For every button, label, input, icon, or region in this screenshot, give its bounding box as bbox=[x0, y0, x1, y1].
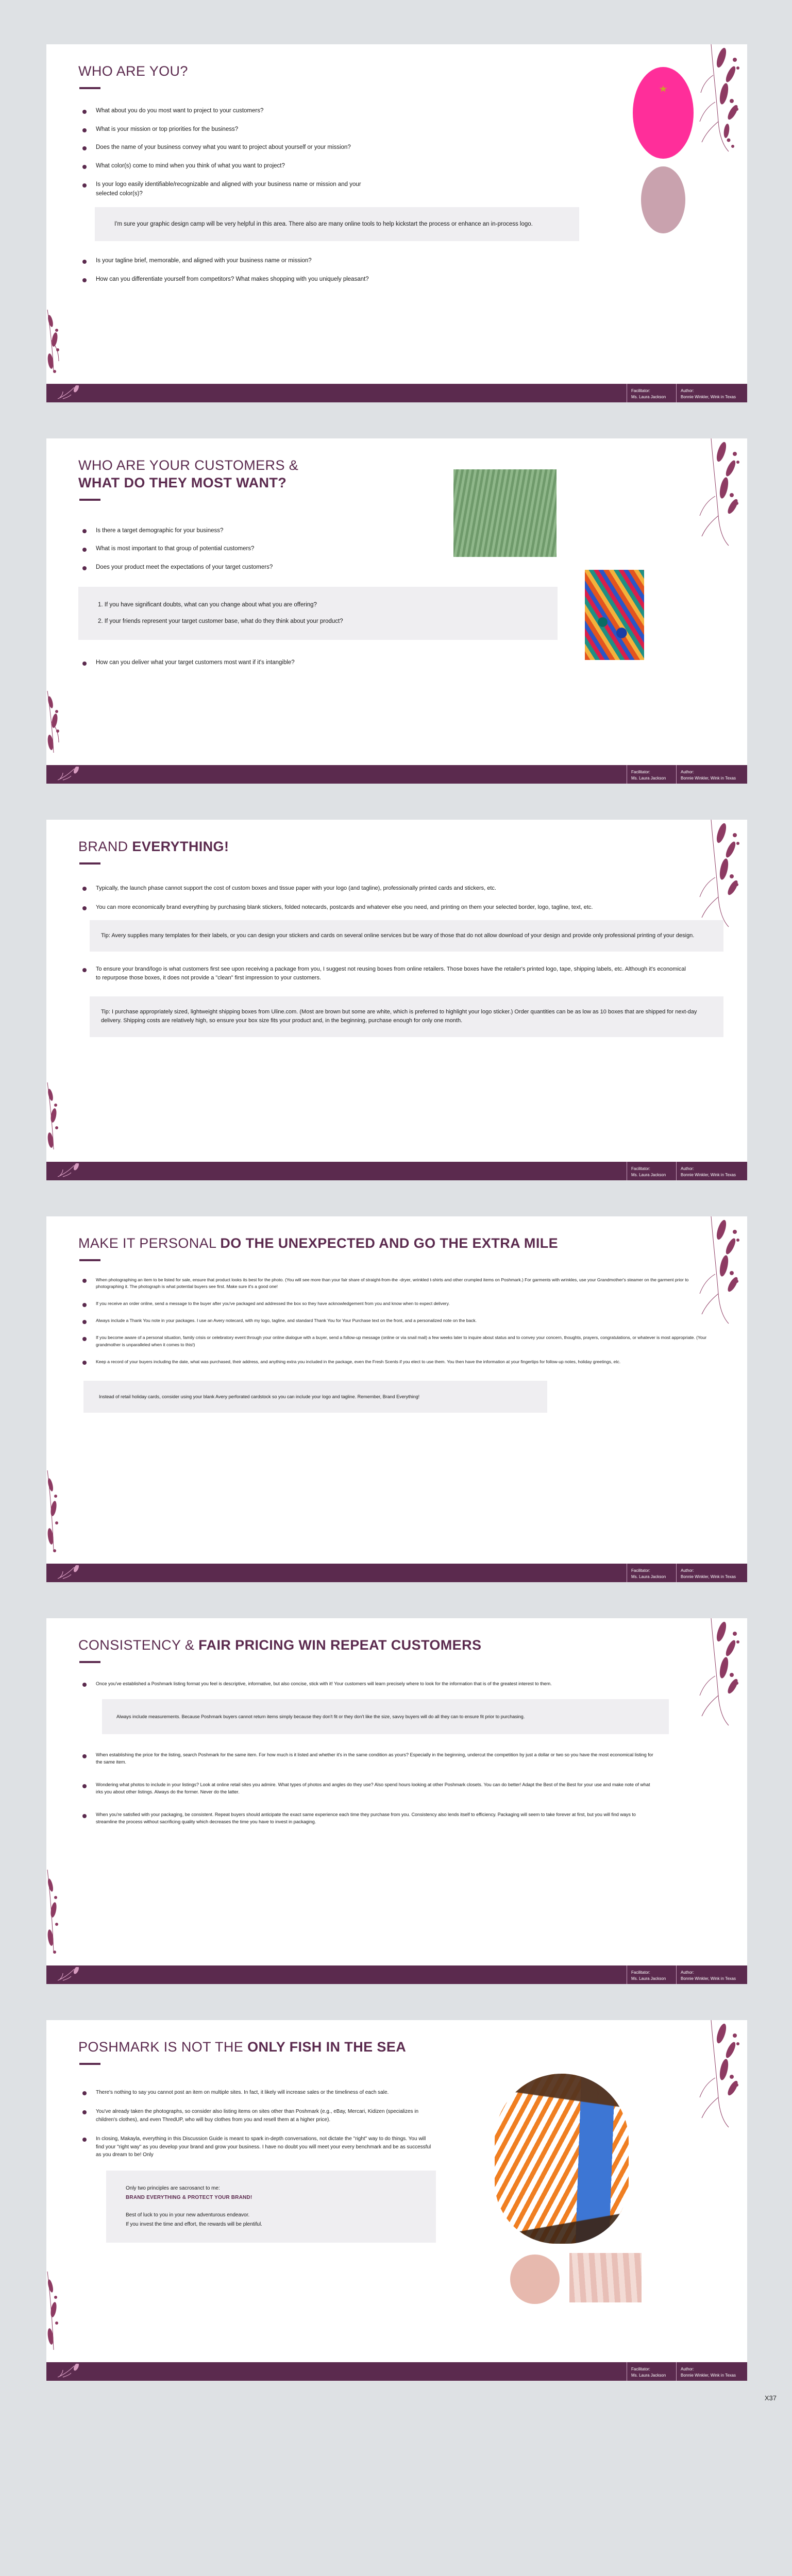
list-item: Is your logo easily identifiable/recognizable and aligned with your business name or mission and your selected color(s)? bbox=[78, 180, 367, 199]
slide-2-wrapper bbox=[0, 438, 792, 784]
slide-4-body bbox=[46, 1261, 747, 1413]
slide-consistency-fair-pricing bbox=[46, 1618, 747, 1984]
bullet-list bbox=[78, 527, 439, 572]
floral-branch-bottom-icon bbox=[46, 1870, 74, 1962]
list-item: Wondering what photos to include in your listings? Look at online retail sites you admire. What types of photos and angles do they use? Also spend hours looking at other Poshmark closets. You can do better! Adapt the Best of the Best for your use and make note of what irks you about other listings. Always do the former. Never do the latter. bbox=[78, 1782, 655, 1796]
callout-box-tip-2: Tip: I purchase appropriately sized, lightweight shipping boxes from Uline.com. (Most are brown but some are white, which is preferred to highlight your logo sticker.) Order quantities can be as low as 10 boxes that are shipped for next-day delivery. Shipping costs are relatively high, so ensure your box size fits your product and, in the beginning, purchase enough for only one month. bbox=[90, 996, 723, 1037]
footer-leaf-icon bbox=[56, 1967, 92, 1982]
bullet-list bbox=[78, 884, 635, 912]
list-item: What is your mission or top priorities for the business? bbox=[78, 125, 527, 134]
footer-facilitator: Facilitator: Ms. Laura Jackson bbox=[627, 2362, 676, 2381]
slide-footer bbox=[46, 2362, 747, 2381]
floral-branch-bottom-icon bbox=[46, 2272, 74, 2359]
slide-gap bbox=[0, 1582, 792, 1618]
floral-branch-bottom-icon bbox=[46, 1082, 74, 1160]
floral-branch-bottom-icon bbox=[46, 1470, 74, 1561]
list-item: There's nothing to say you cannot post an item on multiple sites. In fact, it likely will increase sales or the timeliness of each sale. bbox=[78, 2089, 434, 2097]
slide-2-body bbox=[46, 501, 747, 668]
list-item: How can you differentiate yourself from competitors? What makes shopping with you uniquely pleasant? bbox=[78, 275, 542, 284]
callout-box: I'm sure your graphic design camp will be very helpful in this area. There also are many online tools to help kickstart the process or enhance an in-process logo. bbox=[95, 207, 579, 241]
list-item: Is there a target demographic for your business? bbox=[78, 527, 439, 536]
list-item: What color(s) come to mind when you think of what you want to project? bbox=[78, 162, 527, 171]
bullet-list bbox=[78, 107, 527, 199]
slide-gap bbox=[0, 784, 792, 820]
list-item: Is your tagline brief, memorable, and aligned with your business name or mission? bbox=[78, 257, 542, 266]
footer-author: Author: Bonnie Winkler, Wink in Texas bbox=[676, 1564, 742, 1582]
closing-line-1: Best of luck to you in your new adventurous endeavor. bbox=[126, 2212, 250, 2218]
pink-garment-image-1 bbox=[510, 2255, 560, 2304]
page-title: WHO ARE YOUR CUSTOMERS & WHAT DO THEY MOST WANT? bbox=[78, 457, 299, 490]
numbered-list bbox=[98, 600, 538, 626]
list-item: What about you do you most want to project to your customers? bbox=[78, 107, 527, 116]
list-item: You've already taken the photographs, so consider also listing items on sites other than Poshmark (e.g., eBay, Mercari, Kidizen (specializes in children's clothes), and even ThredUP, who will buy clothes from you and resell them at a higher price). bbox=[78, 2108, 434, 2124]
pink-garment-image-2 bbox=[569, 2253, 642, 2302]
page-title: BRAND EVERYTHING! bbox=[78, 839, 229, 854]
footer-author: Author: Bonnie Winkler, Wink in Texas bbox=[676, 765, 742, 784]
footer-author: Author: Bonnie Winkler, Wink in Texas bbox=[676, 1965, 742, 1984]
footer-leaf-icon bbox=[56, 1163, 92, 1179]
principles-intro: Only two principles are sacrosanct to me: bbox=[126, 2185, 220, 2191]
footer-facilitator: Facilitator: Ms. Laura Jackson bbox=[627, 765, 676, 784]
footer-author: Author: Bonnie Winkler, Wink in Texas bbox=[676, 1162, 742, 1180]
page-title: POSHMARK IS NOT THE ONLY FISH IN THE SEA bbox=[78, 2039, 407, 2055]
list-item: Does your product meet the expectations of your target customers? bbox=[78, 563, 439, 572]
slide-2-title-block bbox=[46, 438, 747, 501]
slide-6-wrapper bbox=[0, 2020, 792, 2381]
callout-box: Always include measurements. Because Poshmark buyers cannot return items simply because they don't fit or they don't like the size, savvy buyers will do all they can to ensure fit prior to purchasing. bbox=[102, 1699, 669, 1735]
deck-bottom-spacer bbox=[0, 2381, 792, 2412]
slide-gap bbox=[0, 1984, 792, 2020]
slide-who-are-your-customers bbox=[46, 438, 747, 784]
page-corner-tag: X37 bbox=[764, 2394, 777, 2402]
bullet-list-mid bbox=[78, 965, 686, 982]
list-item: Typically, the launch phase cannot support the cost of custom boxes and tissue paper with your logo (and tagline), professionally printed cards and stickers, etc. bbox=[78, 884, 635, 893]
list-item: When you're satisfied with your packaging, be consistent. Repeat buyers should anticipate the exact same experience each time they purchase from you. Consistency also lends itself to efficiency. Packaging will seem to take forever at first, but you will find ways to streamline the process without sacrificing quality which decreases the time you have to invest in packaging. bbox=[78, 1811, 655, 1826]
list-item: 2. If your friends represent your target customer base, what do they think about your product? bbox=[98, 618, 343, 625]
callout-box bbox=[78, 587, 558, 640]
slide-1-wrapper bbox=[0, 44, 792, 402]
bullet-list-after bbox=[78, 1752, 655, 1826]
list-item: In closing, Makayla, everything in this Discussion Guide is meant to spark in-depth conversations, not dictate the "right" way to do things. You will find your "right way" as you develop your brand and grow your business. I have no doubt you will meet your every benchmark and be as successful as you dream to be! Only bbox=[78, 2135, 434, 2159]
slide-1-body bbox=[46, 89, 747, 284]
slide-5-body bbox=[46, 1663, 747, 1826]
floral-branch-bottom-icon bbox=[46, 691, 74, 763]
list-item: 1. If you have significant doubts, what can you change about what you are offering? bbox=[98, 601, 317, 608]
slide-6-body bbox=[46, 2065, 747, 2243]
deck-top-spacer bbox=[0, 0, 792, 44]
bullet-list-after bbox=[78, 257, 542, 284]
slide-4-wrapper bbox=[0, 1216, 792, 1582]
list-item: Does the name of your business convey what you want to project about yourself or your mission? bbox=[78, 143, 527, 152]
list-item: To ensure your brand/logo is what customers first see upon receiving a package from you, I suggest not reusing boxes from online retailers. Those boxes have the retailer's printed logo, tape, shipping labels, etc. Although it's economical to repurpose those boxes, it does not provide a "clean" first impression to your customers. bbox=[78, 965, 686, 982]
list-item: How can you deliver what your target customers most want if it's intangible? bbox=[78, 658, 542, 668]
slide-poshmark-not-only-fish bbox=[46, 2020, 747, 2381]
footer-facilitator: Facilitator: Ms. Laura Jackson bbox=[627, 1965, 676, 1984]
page-title: CONSISTENCY & FAIR PRICING WIN REPEAT CUSTOMERS bbox=[78, 1637, 482, 1653]
list-item: What is most important to that group of potential customers? bbox=[78, 545, 439, 554]
slide-gap bbox=[0, 402, 792, 438]
footer-author: Author: Bonnie Winkler, Wink in Texas bbox=[676, 384, 742, 402]
slide-brand-everything bbox=[46, 820, 747, 1180]
bullet-list-after bbox=[78, 658, 542, 668]
footer-leaf-icon bbox=[56, 385, 92, 401]
slide-make-it-personal bbox=[46, 1216, 747, 1582]
footer-facilitator: Facilitator: Ms. Laura Jackson bbox=[627, 1162, 676, 1180]
list-item: Once you've established a Poshmark listing format you feel is descriptive, informative, but also concise, stick with it! Your customers will learn precisely where to look for the information that is of the greatest interest to them. bbox=[78, 1681, 655, 1688]
list-item: Always include a Thank You note in your packages. I use an Avery notecard, with my logo, tagline, and standard Thank You for Your Purchase text on the front, and a personalized note on the back. bbox=[78, 1317, 712, 1324]
list-item: If you receive an order online, send a message to the buyer after you've packaged and addressed the box so they have acknowledgement from you and know when to expect delivery. bbox=[78, 1300, 712, 1307]
list-item: Keep a record of your buyers including the date, what was purchased, their address, and anything extra you included in the package, even the Fresh Scents if you elect to use them. You then have the information at your fingertips for follow-up notes, holiday greetings, etc. bbox=[78, 1359, 712, 1365]
slide-gap bbox=[0, 1180, 792, 1216]
slide-5-wrapper bbox=[0, 1618, 792, 1984]
list-item: When photographing an item to be listed for sale, ensure that product looks its best for the photo. (You will see more than your fair share of straight-from-the -dryer, wrinkled t-shirts and other crumpled items on Poshmark.) For garments with wrinkles, use your Grandmother's steamer on the garment prior to photographing it. The photograph is what potential buyers see first. Make sure it's a good one! bbox=[78, 1277, 712, 1290]
footer-leaf-icon bbox=[56, 1565, 92, 1581]
bullet-list bbox=[78, 2089, 434, 2159]
slide-footer bbox=[46, 384, 747, 402]
closing-line-2: If you invest the time and effort, the rewards will be plentiful. bbox=[126, 2221, 262, 2227]
principles-bold: BRAND EVERYTHING & PROTECT YOUR BRAND! bbox=[126, 2194, 252, 2200]
footer-leaf-icon bbox=[56, 767, 92, 782]
slide-footer bbox=[46, 1162, 747, 1180]
slide-6-title-block bbox=[46, 2020, 747, 2065]
footer-author: Author: Bonnie Winkler, Wink in Texas bbox=[676, 2362, 742, 2381]
callout-spacer bbox=[126, 2202, 416, 2211]
footer-facilitator: Facilitator: Ms. Laura Jackson bbox=[627, 384, 676, 402]
bullet-list bbox=[78, 1277, 712, 1365]
slide-footer bbox=[46, 1965, 747, 1984]
slide-footer bbox=[46, 1564, 747, 1582]
slide-footer bbox=[46, 765, 747, 784]
page-title: WHO ARE YOU? bbox=[78, 63, 188, 79]
slide-3-body bbox=[46, 865, 747, 1037]
slide-3-title-block bbox=[46, 820, 747, 865]
list-item: If you become aware of a personal situation, family crisis or celebratory event through your online dialogue with a buyer, send a follow-up message (online or via snail mail) a few weeks later to inquire about status and to convey your concern, thoughts, prayers, congratulations, or whatever is most appropriate. (Your grandmother is unparalleled when it comes to this!) bbox=[78, 1334, 712, 1348]
callout-box-principles bbox=[106, 2171, 436, 2243]
footer-facilitator: Facilitator: Ms. Laura Jackson bbox=[627, 1564, 676, 1582]
page-title: MAKE IT PERSONAL DO THE UNEXPECTED AND GO THE EXTRA MILE bbox=[78, 1235, 559, 1251]
footer-leaf-icon bbox=[56, 2364, 92, 2379]
slide-who-are-you bbox=[46, 44, 747, 402]
slide-3-wrapper bbox=[0, 820, 792, 1180]
callout-box: Instead of retail holiday cards, consider using your blank Avery perforated cardstock so you can include your logo and tagline. Remember, Brand Everything! bbox=[83, 1381, 547, 1413]
callout-box-tip-1: Tip: Avery supplies many templates for their labels, or you can design your stickers and cards on several online services but be wary of those that do not allow download of your design and provide only professional printing of your design. bbox=[90, 920, 723, 952]
slide-4-title-block bbox=[46, 1216, 747, 1261]
bullet-list bbox=[78, 1681, 655, 1688]
floral-branch-bottom-icon bbox=[46, 310, 74, 382]
list-item: When establishing the price for the listing, search Poshmark for the same item. For how much is it listed and whether it's in the same condition as yours? Especially in the beginning, undercut the competition by just a dollar or two so you have the most economical listing for the same item. bbox=[78, 1752, 655, 1766]
list-item: You can more economically brand everything by purchasing blank stickers, folded notecards, postcards and whatever else you need, and printing on them your selected border, logo, tagline, text, etc. bbox=[78, 903, 635, 912]
slide-5-title-block bbox=[46, 1618, 747, 1663]
